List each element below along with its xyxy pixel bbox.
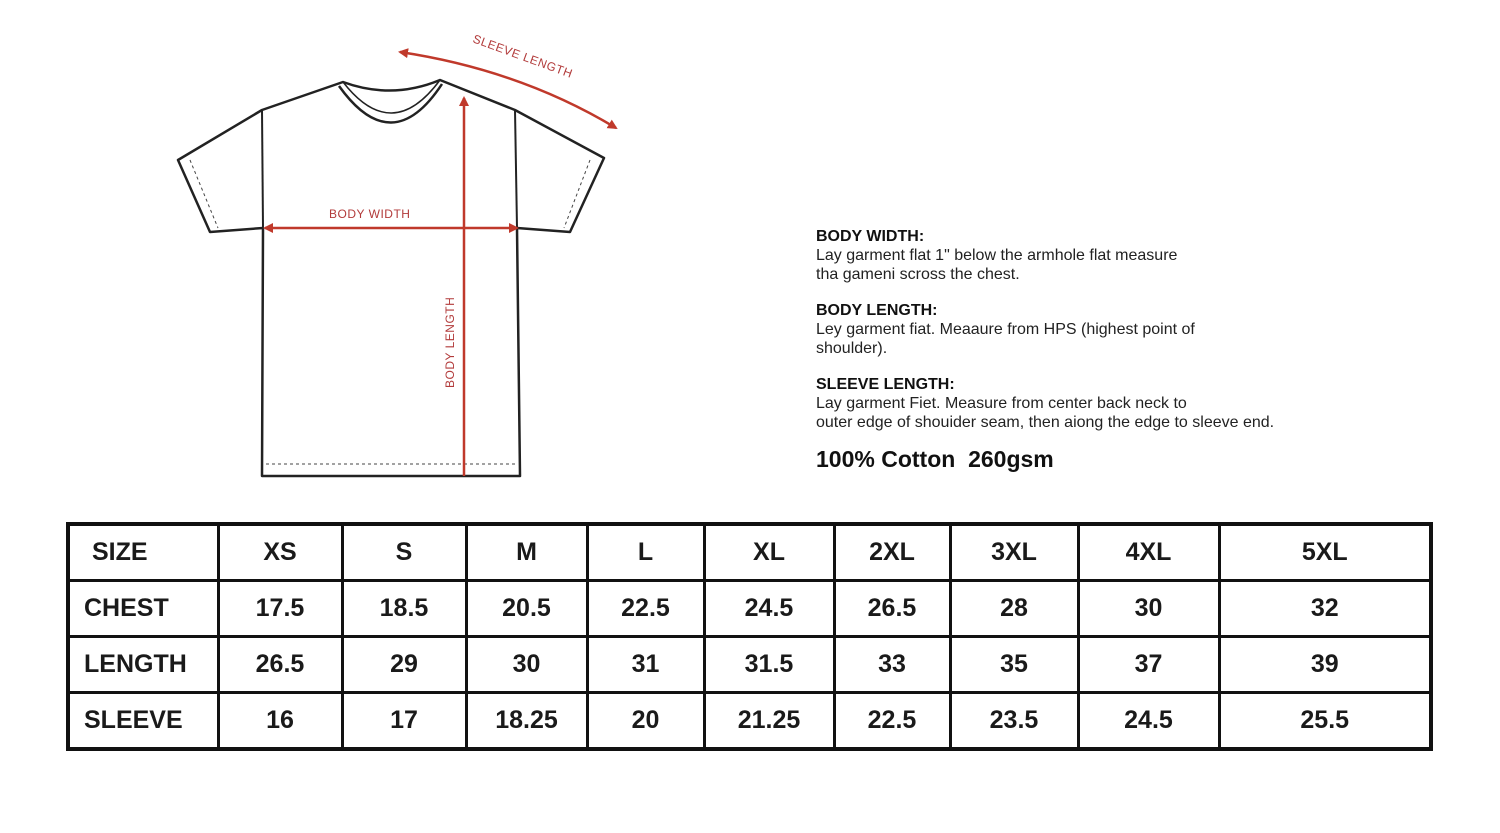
table-cell: 29 [342, 637, 466, 693]
table-cell: 20.5 [466, 581, 587, 637]
table-cell: 31.5 [704, 637, 834, 693]
table-cell: 23.5 [950, 693, 1078, 750]
row-label: CHEST [68, 581, 218, 637]
table-cell: 18.5 [342, 581, 466, 637]
table-cell: 17 [342, 693, 466, 750]
note-title: SLEEVE LENGTH: [816, 376, 955, 393]
table-header-row [68, 524, 1431, 581]
table-cell: 22.5 [834, 693, 950, 750]
note-text: Lay garment Fiet. Measure from center back neck to [816, 395, 1187, 412]
header-cell: M [466, 524, 587, 581]
table-cell: 24.5 [704, 581, 834, 637]
table-cell: 26.5 [834, 581, 950, 637]
table-cell: 16 [218, 693, 342, 750]
header-cell: 5XL [1219, 524, 1431, 581]
table-cell: 37 [1078, 637, 1219, 693]
header-cell: 3XL [950, 524, 1078, 581]
header-cell: 2XL [834, 524, 950, 581]
table-cell: 20 [587, 693, 704, 750]
row-label: LENGTH [68, 637, 218, 693]
table-row [68, 693, 1431, 750]
table-cell: 33 [834, 637, 950, 693]
table-cell: 22.5 [587, 581, 704, 637]
material-text: 100% Cotton 260gsm [816, 446, 1054, 472]
table-row [68, 637, 1431, 693]
table-cell: 35 [950, 637, 1078, 693]
table-cell: 26.5 [218, 637, 342, 693]
note-text: Ley garment fiat. Meaaure from HPS (highest point of [816, 321, 1195, 338]
measure-arrows [265, 52, 616, 476]
note-title: BODY LENGTH: [816, 302, 938, 319]
table-cell: 30 [1078, 581, 1219, 637]
row-label: SLEEVE [68, 693, 218, 750]
header-cell: 4XL [1078, 524, 1219, 581]
table-cell: 28 [950, 581, 1078, 637]
size-chart-table [66, 522, 1433, 751]
header-cell: XS [218, 524, 342, 581]
note-title: BODY WIDTH: [816, 228, 925, 245]
table-cell: 18.25 [466, 693, 587, 750]
table-cell: 25.5 [1219, 693, 1431, 750]
tshirt-outline [178, 80, 604, 476]
body-width-note [816, 228, 1436, 284]
table-cell: 32 [1219, 581, 1431, 637]
table-cell: 31 [587, 637, 704, 693]
note-text: shoulder). [816, 340, 888, 357]
body-width-label: BODY WIDTH [329, 207, 411, 221]
body-length-note [816, 302, 1436, 358]
measurement-notes [816, 228, 1436, 473]
sleeve-length-note [816, 376, 1436, 432]
header-cell: SIZE [68, 524, 218, 581]
body-length-label: BODY LENGTH [443, 296, 457, 388]
header-cell: XL [704, 524, 834, 581]
header-cell: L [587, 524, 704, 581]
sleeve-length-label: SLEEVE LENGTH [470, 31, 575, 81]
tshirt-diagram [0, 0, 700, 500]
table-row [68, 581, 1431, 637]
table-cell: 21.25 [704, 693, 834, 750]
note-text: tha gameni scross the chest. [816, 266, 1020, 283]
table-cell: 17.5 [218, 581, 342, 637]
table-cell: 24.5 [1078, 693, 1219, 750]
note-text: outer edge of shouider seam, then aiong the edge to sleeve end. [816, 414, 1275, 431]
table-cell: 39 [1219, 637, 1431, 693]
stitch-lines [190, 160, 590, 464]
header-cell: S [342, 524, 466, 581]
table-cell: 30 [466, 637, 587, 693]
note-text: Lay garment flat 1" below the armhole flat measure [816, 247, 1178, 264]
